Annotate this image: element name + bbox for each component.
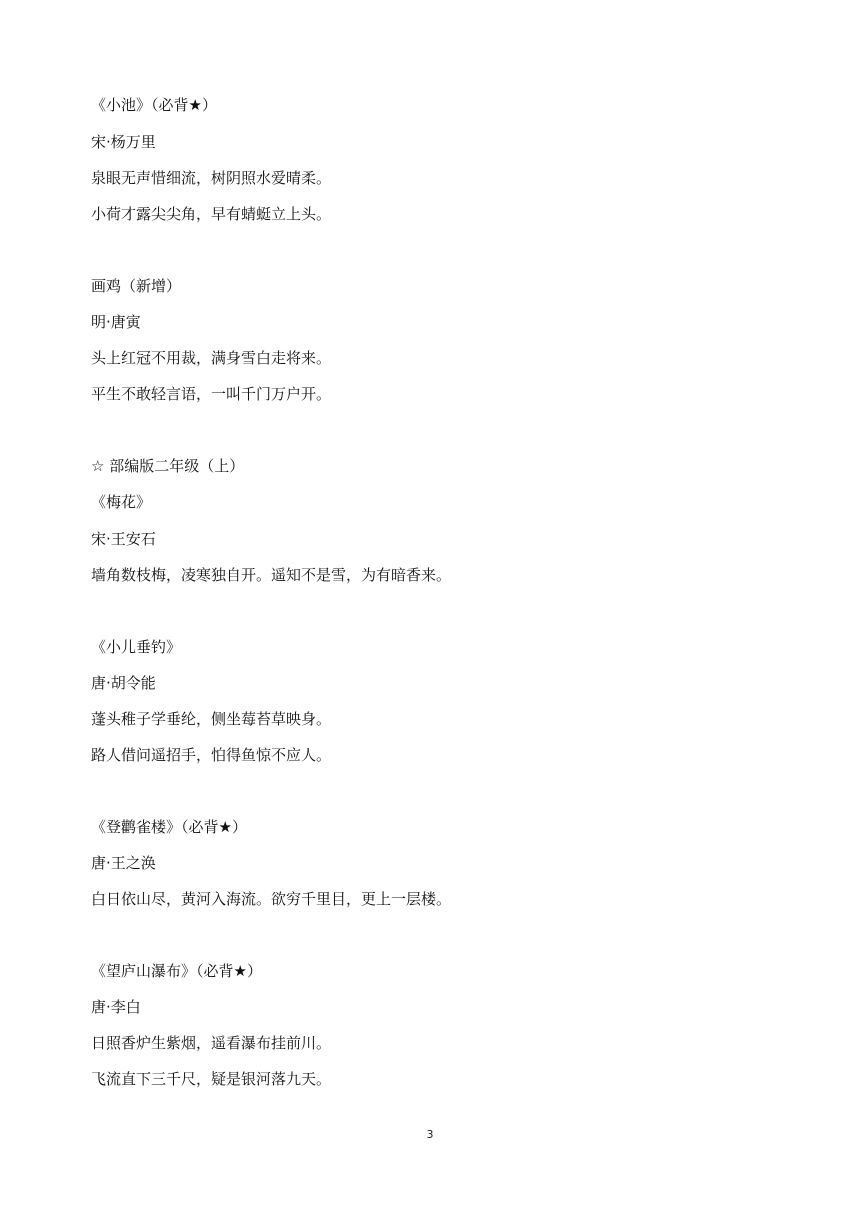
page-number: 3 <box>426 1128 434 1141</box>
poem-title-xiaochi: 《小池》（必背★） <box>91 96 217 114</box>
poem-title-xiaoerchuidiao: 《小儿垂钓》 <box>91 638 182 656</box>
poem-author-line: 宋·杨万里 <box>91 133 156 151</box>
poem-verse-line: 墙角数枝梅，凌寒独自开。遥知不是雪，为有暗香来。 <box>91 566 452 584</box>
poem-verse-line: 白日依山尽，黄河入海流。欲穷千里目，更上一层楼。 <box>91 890 452 908</box>
section-heading-grade2: ☆ 部编版二年级（上） <box>91 457 245 475</box>
poem-author-line: 明·唐寅 <box>91 313 141 331</box>
poem-author-line: 宋·王安石 <box>91 530 156 548</box>
poem-title-meihua: 《梅花》 <box>91 493 152 511</box>
poem-author-line: 唐·李白 <box>91 998 141 1016</box>
poem-title-dengguanquelou: 《登鹳雀楼》（必背★） <box>91 818 247 836</box>
poem-verse-line: 路人借问遥招手，怕得鱼惊不应人。 <box>91 746 332 764</box>
poem-verse-line: 小荷才露尖尖角，早有蜻蜓立上头。 <box>91 205 332 223</box>
poem-verse-line: 飞流直下三千尺，疑是银河落九天。 <box>91 1070 332 1088</box>
poem-verse-line: 日照香炉生紫烟，遥看瀑布挂前川。 <box>91 1034 332 1052</box>
poem-author-line: 唐·王之涣 <box>91 854 156 872</box>
poem-verse-line: 头上红冠不用裁，满身雪白走将来。 <box>91 349 332 367</box>
poem-title-wanglushanpubu: 《望庐山瀑布》（必背★） <box>91 962 262 980</box>
poem-verse-line: 泉眼无声惜细流，树阴照水爱晴柔。 <box>91 169 332 187</box>
poem-title-huaji: 画鸡（新增） <box>91 277 182 295</box>
poem-author-line: 唐·胡令能 <box>91 674 156 692</box>
poem-verse-line: 蓬头稚子学垂纶，侧坐莓苔草映身。 <box>91 710 332 728</box>
poem-verse-line: 平生不敢轻言语，一叫千门万户开。 <box>91 385 332 403</box>
